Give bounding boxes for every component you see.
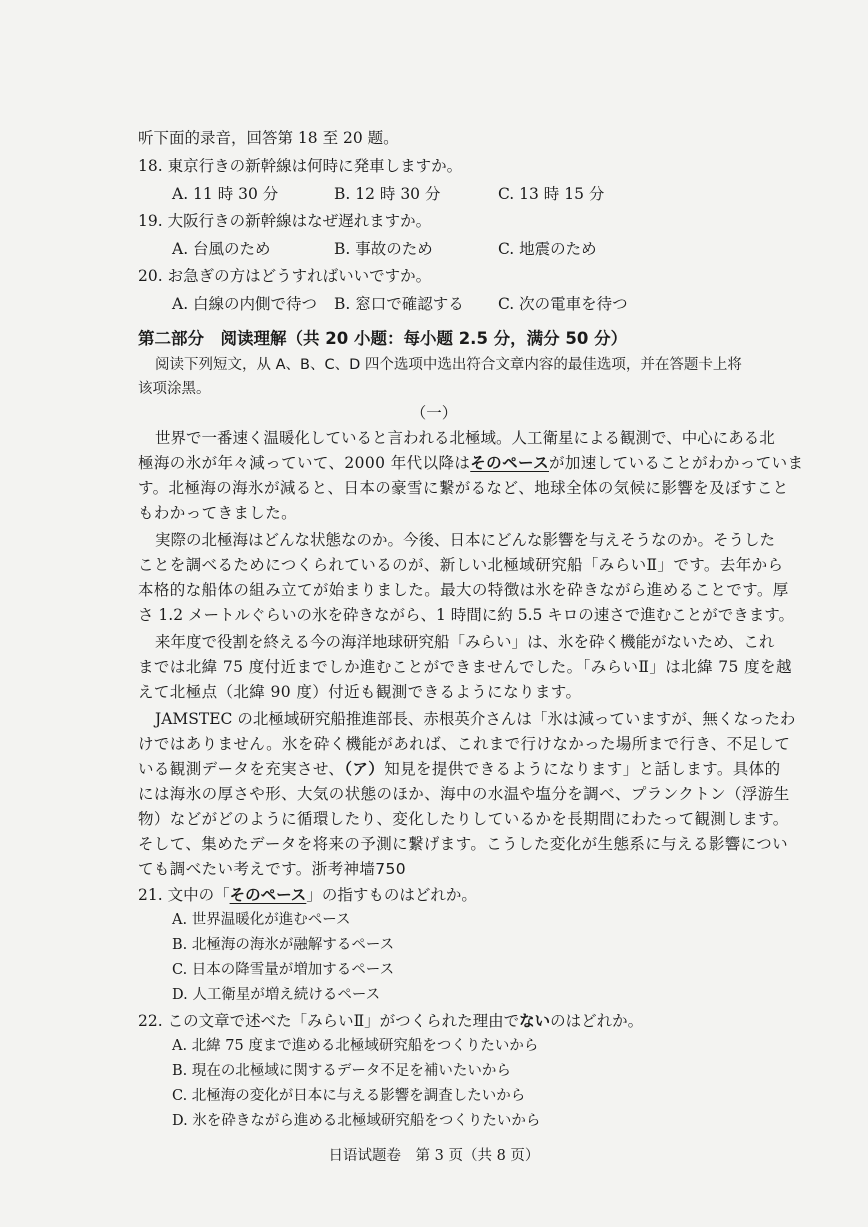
question-21: [138, 885, 477, 905]
passage-line: ことを調べるためにつくられているのが、新しい北極域研究船「みらいⅡ」です。去年から: [138, 556, 784, 574]
passage-line: 本格的な船体の組み立てが始まりました。最大の特徴は氷を砕きながら進めることです。厚: [138, 581, 789, 599]
passage-line: 来年度で役割を終える今の海洋地球研究船「みらい」は、氷を砕く機能がないため、これ: [155, 633, 775, 651]
passage-line: までは北緯 75 度付近までしか進むことができませんでした。「みらいⅡ」は北緯 75 度を越: [138, 658, 792, 676]
underlined-phrase: そのペース: [229, 885, 307, 904]
option-b: B. 12 時 30 分: [334, 185, 441, 203]
passage-line: もわかってきました。: [138, 504, 298, 522]
option-a: A. 台風のため: [172, 240, 271, 258]
passage-line: [138, 759, 814, 779]
question-18: 18. 東京行きの新幹線は何時に発車しますか。: [138, 157, 463, 175]
section-instruction-cont: 该项涂黑。: [138, 381, 211, 397]
underlined-phrase: そのペース: [470, 453, 549, 472]
option-b: B. 窓口で確認する: [334, 295, 464, 313]
text: ても調べたい考えです。: [138, 860, 312, 878]
passage-line: [138, 859, 814, 879]
option-c: C. 地震のため: [498, 240, 597, 258]
question-21-option-d: D. 人工衛星が増え続けるペース: [172, 987, 381, 1003]
text: 極海の氷が年々減っていて、2000 年代以降は: [138, 454, 471, 472]
section-instruction: 阅读下列短文，从 A、B、C、D 四个选项中选出符合文章内容的最佳选项，并在答题卡上将: [155, 357, 742, 373]
passage-line: す。北極海の海氷が減ると、日本の豪雪に繋がるなど、地球全体の気候に影響を及ぼすこと: [138, 479, 789, 497]
passage-line: けではありません。氷を砕く機能があれば、これまで行けなかった場所まで行き、不足して: [138, 735, 791, 753]
text: いる観測データを充実させ、: [138, 760, 345, 778]
passage-line: 実際の北極海はどんな状態なのか。今後、日本にどんな影響を与えそうなのか。そうした: [155, 531, 776, 549]
option-c: C. 次の電車を待つ: [498, 295, 628, 313]
section-title: 第二部分 阅读理解（共 20 小题：每小题 2.5 分，满分 50 分）: [138, 329, 628, 348]
question-19: 19. 大阪行きの新幹線はなぜ遅れますか。: [138, 212, 432, 230]
question-20: 20. お急ぎの方はどうすればいいですか。: [138, 267, 432, 285]
page-footer: 日语试题卷 第 3 页（共 8 页）: [328, 1148, 540, 1164]
watermark-text: 浙考神墙750: [311, 860, 407, 878]
option-a: A. 11 時 30 分: [172, 185, 279, 203]
option-b: B. 事故のため: [334, 240, 433, 258]
passage-line: [138, 453, 814, 473]
option-c: C. 13 時 15 分: [498, 185, 605, 203]
text: のはどれか。: [550, 1012, 644, 1030]
passage-line: JAMSTEC の北極域研究船推進部長、赤根英介さんは「氷は減っていますが、無くなったわ: [155, 710, 796, 728]
question-22-option-a: A. 北緯 75 度まで進める北極域研究船をつくりたいから: [172, 1038, 539, 1054]
passage-line: 物）などがどのように循環したり、変化したりしているかを長期間にわたって観測します。: [138, 810, 789, 828]
option-a: A. 白線の内側で待つ: [172, 295, 318, 313]
text: 22. この文章で述べた「みらいⅡ」がつくられた理由で: [138, 1012, 520, 1030]
question-21-option-c: C. 日本の降雪量が増加するペース: [172, 962, 395, 978]
passage-line: えて北極点（北緯 90 度）付近も観測できるようになります。: [138, 683, 582, 701]
text: 知見を提供できるようになります」と話します。具体的: [384, 760, 781, 778]
passage-line: さ 1.2 メートルぐらいの氷を砕きながら、1 時間に約 5.5 キロの速さで進むことができます。: [138, 606, 795, 624]
listening-intro: 听下面的录音，回答第 18 至 20 题。: [138, 129, 399, 147]
text: が加速していることがわかっていま: [549, 454, 804, 472]
text: 」の指すものはどれか。: [306, 886, 477, 904]
question-21-option-a: A. 世界温暖化が進むペース: [172, 912, 351, 928]
question-22-option-b: B. 現在の北極域に関するデータ不足を補いたいから: [172, 1063, 511, 1079]
question-22: [138, 1011, 643, 1031]
passage-number: （一）: [410, 404, 458, 422]
passage-line: そして、集めたデータを将来の予測に繋げます。こうした変化が生態系に与える影響につい: [138, 835, 789, 853]
question-22-option-c: C. 北極海の変化が日本に与える影響を調査したいから: [172, 1088, 526, 1104]
emphasis: ない: [519, 1011, 551, 1030]
passage-line: には海氷の厚さや形、大気の状態のほか、海中の水温や塩分を調べ、プランクトン（浮游生: [138, 785, 790, 803]
question-21-option-b: B. 北極海の海氷が融解するペース: [172, 937, 395, 953]
text: 21. 文中の「: [138, 886, 230, 904]
blank-marker: （ア）: [344, 759, 385, 778]
question-22-option-d: D. 氷を砕きながら進める北極域研究船をつくりたいから: [172, 1113, 541, 1129]
passage-line: 世界で一番速く温暖化していると言われる北極域。人工衛星による観測で、中心にある北: [155, 429, 775, 447]
